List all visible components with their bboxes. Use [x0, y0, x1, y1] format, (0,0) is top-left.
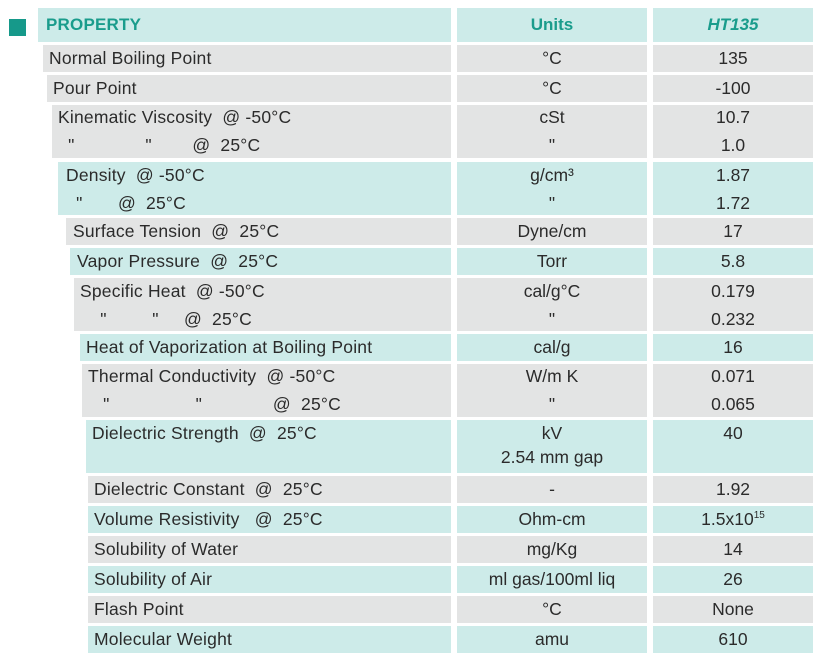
units-cell — [457, 75, 647, 102]
property-cell — [88, 536, 451, 563]
units-label: cal/g — [533, 337, 571, 357]
property-label-ditto: " @ 25°C — [66, 193, 186, 213]
value-label: 10.7 — [715, 107, 751, 127]
table-row — [0, 75, 820, 102]
units-cell — [457, 420, 647, 473]
units-label: Dyne/cm — [517, 221, 587, 241]
table-row — [0, 334, 820, 361]
units-label: Torr — [536, 251, 568, 271]
table-row — [0, 596, 820, 623]
property-cell — [47, 75, 451, 102]
value-label: 1.0 — [720, 135, 746, 155]
header-property-label: PROPERTY — [46, 15, 142, 34]
value-cell — [653, 626, 813, 653]
units-cell — [457, 162, 647, 215]
property-label: Surface Tension @ 25°C — [73, 221, 280, 241]
units-cell — [457, 626, 647, 653]
property-cell — [88, 566, 451, 593]
property-label: Flash Point — [94, 599, 184, 619]
units-label-line2: 2.54 mm gap — [500, 447, 604, 467]
units-label: cal/g°C — [523, 281, 581, 301]
property-cell — [66, 218, 451, 245]
property-cell — [86, 420, 451, 473]
property-label: Dielectric Strength @ 25°C — [92, 423, 317, 443]
table-row — [0, 420, 820, 473]
table-row — [0, 506, 820, 533]
value-cell — [653, 334, 813, 361]
property-cell — [88, 626, 451, 653]
property-label: Solubility of Air — [94, 569, 213, 589]
property-label: Heat of Vaporization at Boiling Point — [86, 337, 373, 357]
units-cell — [457, 45, 647, 72]
units-cell — [457, 334, 647, 361]
header-value-label: HT135 — [707, 15, 759, 34]
property-label: Vapor Pressure @ 25°C — [77, 251, 279, 271]
units-cell — [457, 596, 647, 623]
value-label: 16 — [723, 337, 743, 357]
header-property-cell — [38, 8, 451, 42]
table-row — [0, 566, 820, 593]
property-label: Pour Point — [53, 78, 137, 98]
property-label: Solubility of Water — [94, 539, 239, 559]
value-label: -100 — [715, 78, 751, 98]
units-ditto: " — [548, 394, 556, 414]
value-label: 0.071 — [711, 366, 755, 386]
units-label: amu — [534, 629, 570, 649]
property-cell — [88, 596, 451, 623]
property-cell — [43, 45, 451, 72]
value-label: 1.92 — [715, 479, 751, 499]
property-cell — [52, 105, 451, 158]
table-row — [0, 45, 820, 72]
units-cell — [457, 566, 647, 593]
value-label: 26 — [723, 569, 743, 589]
table-row — [0, 626, 820, 653]
table-row — [0, 536, 820, 563]
units-ditto: " — [548, 135, 556, 155]
value-label: 1.87 — [715, 165, 751, 185]
units-cell — [457, 506, 647, 533]
property-label: Thermal Conductivity @ -50°C — [88, 366, 336, 386]
property-label: Molecular Weight — [94, 629, 233, 649]
value-label: None — [712, 599, 754, 619]
table-row — [0, 162, 820, 215]
units-label: °C — [542, 599, 562, 619]
table-row — [0, 476, 820, 503]
table-header — [0, 8, 820, 42]
value-exponent: 15 — [753, 510, 765, 521]
units-cell — [457, 278, 647, 331]
property-label-ditto: " " @ 25°C — [80, 309, 252, 329]
units-cell — [457, 248, 647, 275]
property-label: Volume Resistivity @ 25°C — [94, 509, 323, 529]
value-cell — [653, 364, 813, 417]
value-label: 0.065 — [711, 394, 755, 414]
value-label: 5.8 — [720, 251, 746, 271]
property-label: Kinematic Viscosity @ -50°C — [58, 107, 292, 127]
value-cell — [653, 506, 813, 533]
units-cell — [457, 218, 647, 245]
value-label: 0.179 — [711, 281, 755, 301]
table-row — [0, 218, 820, 245]
property-cell — [82, 364, 451, 417]
units-label: ml gas/100ml liq — [488, 569, 616, 589]
value-cell — [653, 536, 813, 563]
header-units-label: Units — [530, 15, 574, 34]
property-cell — [88, 506, 451, 533]
property-label: Normal Boiling Point — [49, 48, 212, 68]
header-units-cell — [457, 8, 647, 42]
property-cell — [74, 278, 451, 331]
units-cell — [457, 476, 647, 503]
value-cell — [653, 162, 813, 215]
property-label: Density @ -50°C — [66, 165, 205, 185]
units-label: - — [549, 479, 555, 499]
table-row — [0, 278, 820, 331]
value-label: 610 — [718, 629, 748, 649]
value-cell — [653, 45, 813, 72]
units-label: mg/Kg — [526, 539, 578, 559]
value-cell — [653, 476, 813, 503]
property-label-ditto: " " @ 25°C — [58, 135, 261, 155]
property-label-ditto: " " @ 25°C — [88, 394, 341, 414]
units-ditto: " — [548, 193, 556, 213]
value-mantissa: 1.5x10 — [701, 509, 754, 529]
units-ditto: " — [548, 309, 556, 329]
property-cell — [58, 162, 451, 215]
units-cell — [457, 536, 647, 563]
table-row — [0, 105, 820, 158]
units-label: kV — [541, 423, 563, 443]
table-row — [0, 364, 820, 417]
units-label: °C — [542, 78, 562, 98]
value-label: 0.232 — [711, 309, 755, 329]
table-row — [0, 248, 820, 275]
value-cell — [653, 596, 813, 623]
value-cell — [653, 218, 813, 245]
units-label: Ohm-cm — [518, 509, 586, 529]
value-label: 17 — [723, 221, 743, 241]
value-cell — [653, 420, 813, 473]
value-cell — [653, 105, 813, 158]
units-cell — [457, 364, 647, 417]
value-cell — [653, 566, 813, 593]
value-label: 135 — [718, 48, 748, 68]
value-label: 14 — [723, 539, 743, 559]
value-cell — [653, 248, 813, 275]
units-label: g/cm³ — [530, 165, 574, 185]
value-label: 40 — [723, 423, 743, 443]
property-label: Specific Heat @ -50°C — [80, 281, 265, 301]
units-cell — [457, 105, 647, 158]
header-value-cell — [653, 8, 813, 42]
units-label: °C — [542, 48, 562, 68]
units-label: cSt — [539, 107, 565, 127]
property-cell — [88, 476, 451, 503]
property-cell — [70, 248, 451, 275]
value-label: 1.72 — [715, 193, 751, 213]
property-cell — [80, 334, 451, 361]
units-label: W/m K — [525, 366, 579, 386]
property-label: Dielectric Constant @ 25°C — [94, 479, 323, 499]
value-label — [653, 509, 813, 530]
value-cell — [653, 75, 813, 102]
value-cell — [653, 278, 813, 331]
